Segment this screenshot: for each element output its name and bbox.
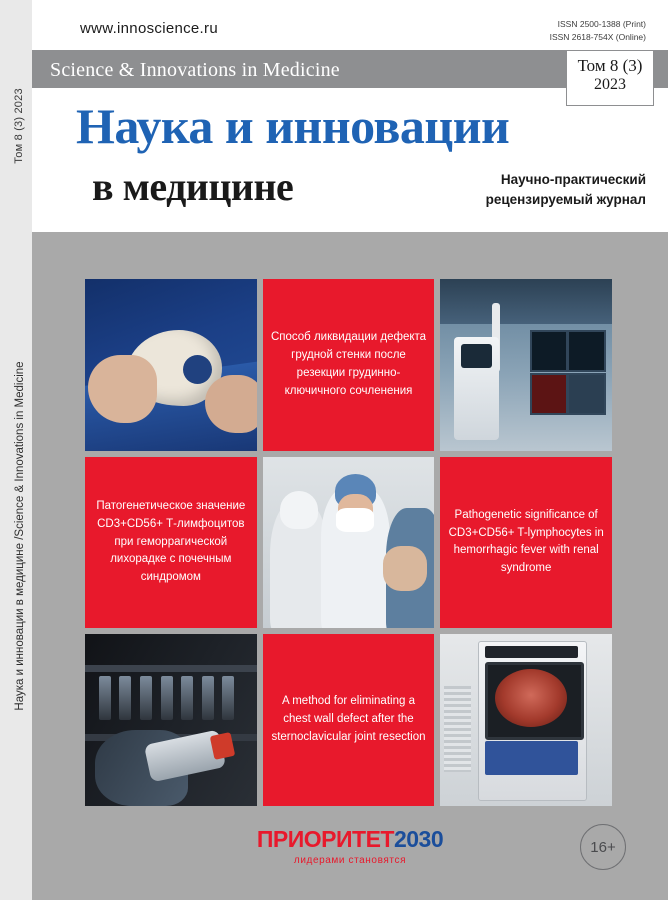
hand-left-shape [88,355,157,424]
volume-number: Том 8 (3) [577,56,643,75]
ceiling-shape [440,279,612,324]
page-subtitle: в медицине [92,164,294,209]
tile-text-ru-chest-wall-label: Способ ликвидации дефекта грудной стенки после резекции грудинно-ключичного сочленения [270,331,427,397]
tile-text-ru-cd3-cd56 [85,457,257,629]
tile-text-en-cd3-cd56-label: Pathogenetic significance of CD3+CD56+ T-lymphocytes in hemorrhagic fever with renal syndrome [448,508,604,575]
tile-text-ru-cd3-cd56-label: Патогенетическое значение CD3+CD56+ Т-лимфоцитов при геморрагической лихорадке с почечным синдромом [96,499,246,584]
tile-text-ru-chest-wall [263,279,435,451]
tile-text-en-chest-wall-label: A method for eliminating a chest wall defect after the sternoclavicular joint resection [271,695,426,744]
tile-text-en-cd3-cd56 [440,457,612,629]
vial-shape-5 [181,676,193,721]
vial-shape-7 [222,676,234,721]
priority-2030-wordmark [257,826,443,853]
volume-year: 2023 [594,76,626,93]
vial-shape-3 [140,676,152,721]
endoscopic-view-shape [495,669,567,727]
vial-shape-4 [161,676,173,721]
monitor-shape-3 [530,373,568,415]
surgical-mask-shape [336,508,374,532]
tile-text-en-chest-wall [263,634,435,806]
age-rating-badge: 16+ [580,824,626,870]
tagline [486,170,646,209]
priority-number: 2030 [393,826,444,852]
surgeon-left-cap-shape [280,491,318,529]
site-url[interactable]: www.innoscience.ru [80,20,218,37]
control-panel-shape [485,741,578,775]
vent-shape [444,686,471,772]
surgeon-right-arm-shape [383,546,428,591]
spine-volume-text: Том 8 (3) 2023 [13,88,25,164]
surgeons-in-masks-photo [263,457,435,629]
issn-online: ISSN 2618-754X (Online) [549,31,646,42]
monitor-shape-1 [530,330,568,372]
page-title: Наука и инновации [76,98,510,154]
spine [0,0,33,900]
laboratory-gloved-hands-photo [85,634,257,806]
spine-title-text: Наука и инновации в медицине /Science & Innovations in Medicine [14,361,26,711]
cover-grid [85,279,612,806]
vial-shape-2 [119,676,131,721]
volume-box [566,50,654,106]
tagline-line-1: Научно-практический [500,172,646,187]
priority-2030-logo [257,826,443,866]
issn-block [550,18,646,44]
monitor-shape-4 [567,373,605,415]
vial-shape-6 [202,676,214,721]
cart-screen-shape [461,344,492,368]
cover-header [32,0,668,232]
monitor-shape-2 [567,330,605,372]
cover-body [32,232,668,900]
pelvis-bone-model-photo [85,279,257,451]
vial-shape-1 [99,676,111,721]
operating-room-monitors-photo [440,279,612,451]
tower-brand-bar-shape [485,646,578,658]
priority-2030-slogan: лидерами становятся [293,855,407,866]
issn-print: ISSN 2500-1388 (Print) [557,19,646,29]
tagline-line-2: рецензируемый журнал [485,191,646,207]
endoscopy-tower-photo [440,634,612,806]
priority-word: ПРИОРИТЕТ [256,826,394,852]
journal-title-en: Science & Innovations in Medicine [50,59,340,81]
bone-hole-shape [183,355,212,384]
shelf-shape-1 [85,665,257,672]
